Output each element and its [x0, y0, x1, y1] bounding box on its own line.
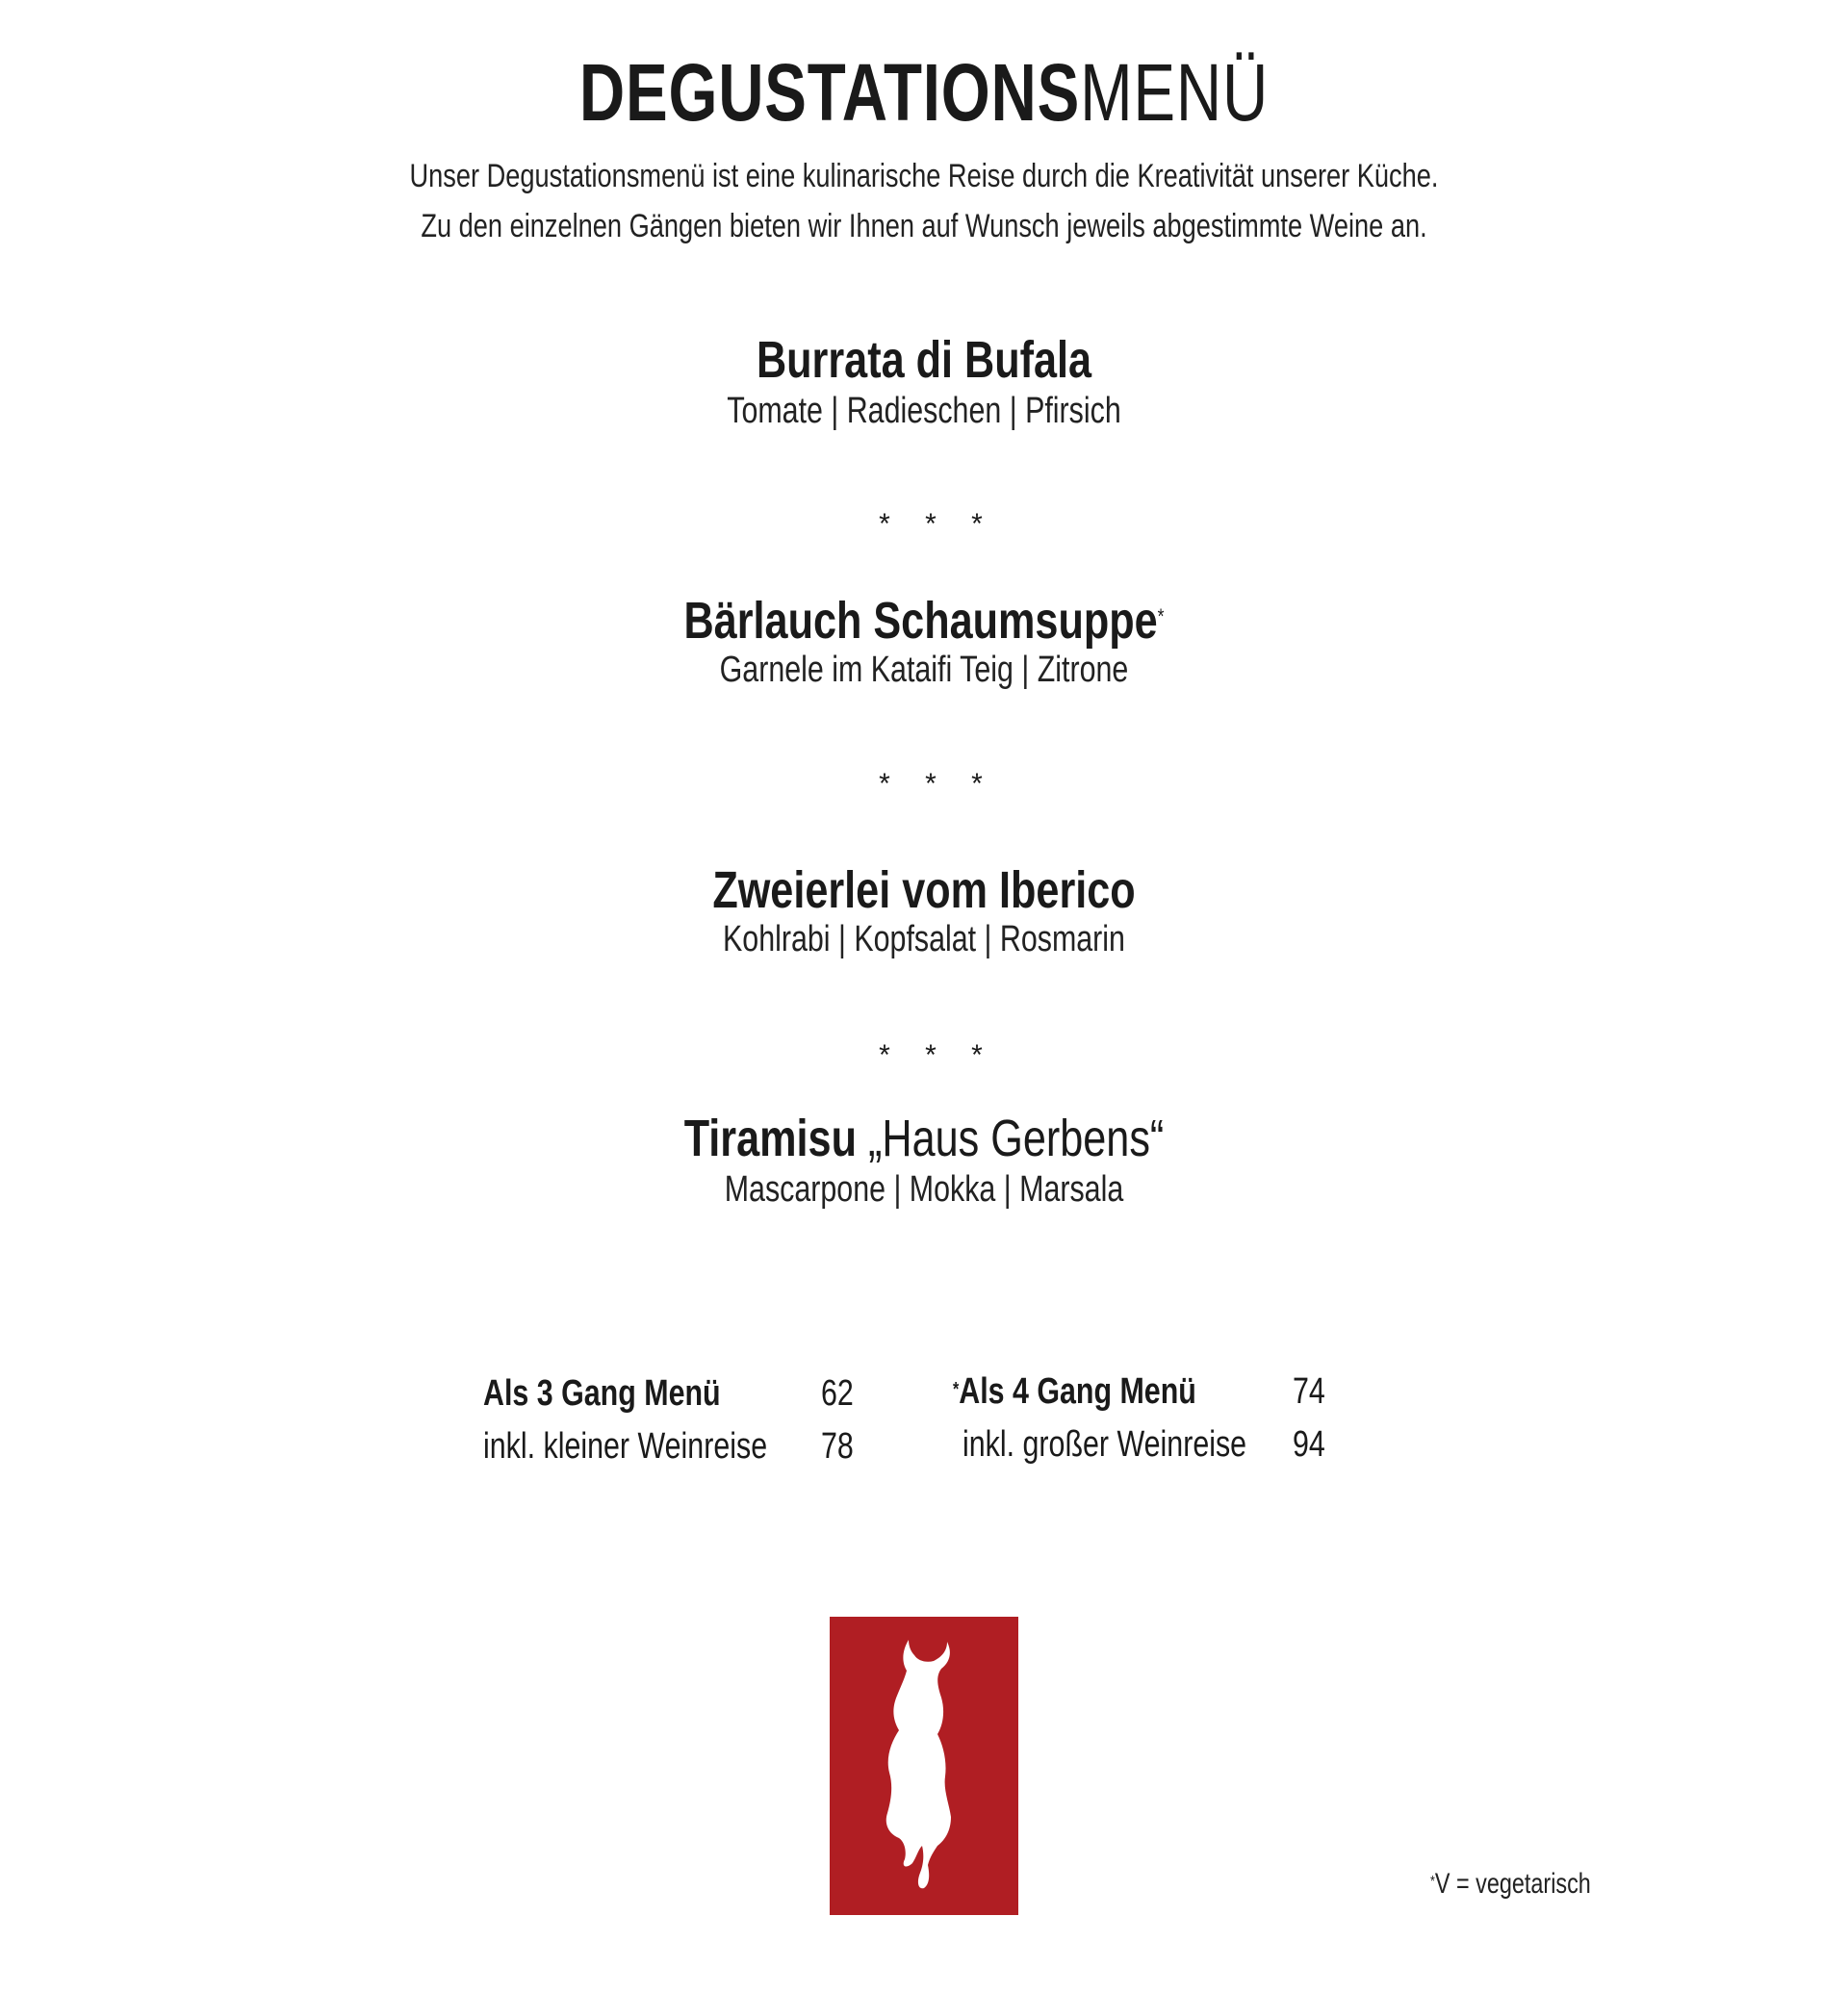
- course-2-name-text: Bärlauch Schaumsuppe: [683, 592, 1158, 650]
- vegetarian-footnote: [1430, 1865, 1591, 1904]
- course-2-name: [185, 592, 1663, 650]
- course-separator: * * *: [879, 1039, 996, 1071]
- course-separator: * * *: [879, 508, 996, 540]
- four-course-price: 74: [1293, 1371, 1325, 1412]
- three-course-label: Als 3 Gang Menü: [483, 1373, 721, 1414]
- course-4-description: Mascarpone | Mokka | Marsala: [724, 1169, 1124, 1210]
- course-2-description: Garnele im Kataifi Teig | Zitrone: [719, 650, 1129, 690]
- course-4-name-light: „Haus Gerbens“: [867, 1110, 1165, 1167]
- bull-silhouette-icon: [830, 1617, 1018, 1915]
- four-course-wine-price: 94: [1293, 1424, 1325, 1465]
- page-title: [203, 46, 1645, 139]
- course-3-name: Zweierlei vom Iberico: [712, 861, 1136, 919]
- restaurant-logo: [830, 1617, 1018, 1915]
- course-4-name: [185, 1110, 1663, 1167]
- course-separator: * * *: [879, 768, 996, 800]
- intro-line-1: Unser Degustationsmenü ist eine kulinarische Reise durch die Kreativität unserer Küche.: [409, 158, 1439, 194]
- intro-line-2: Zu den einzelnen Gängen bieten wir Ihnen auf Wunsch jeweils abgestimmte Weine an.: [421, 208, 1427, 244]
- course-3-description: Kohlrabi | Kopfsalat | Rosmarin: [723, 919, 1125, 959]
- footnote-marker: *: [1430, 1874, 1435, 1890]
- three-course-wine-label: inkl. kleiner Weinreise: [483, 1426, 768, 1467]
- four-course-wine-label: inkl. großer Weinreise: [962, 1424, 1247, 1465]
- title-light: MENÜ: [1080, 47, 1270, 138]
- course-4-name-bold: Tiramisu: [683, 1110, 857, 1167]
- course-2-marker: *: [1157, 604, 1165, 628]
- course-1-description: Tomate | Radieschen | Pfirsich: [727, 391, 1121, 431]
- three-course-wine-price: 78: [821, 1426, 854, 1467]
- title-bold: DEGUSTATIONS: [578, 47, 1081, 138]
- three-course-price: 62: [821, 1373, 854, 1414]
- four-course-label: [953, 1369, 1196, 1414]
- footnote-text: V = vegetarisch: [1434, 1868, 1591, 1900]
- four-course-marker: *: [953, 1379, 960, 1400]
- four-course-label-text: Als 4 Gang Menü: [959, 1371, 1196, 1412]
- course-1-name: Burrata di Bufala: [756, 331, 1092, 389]
